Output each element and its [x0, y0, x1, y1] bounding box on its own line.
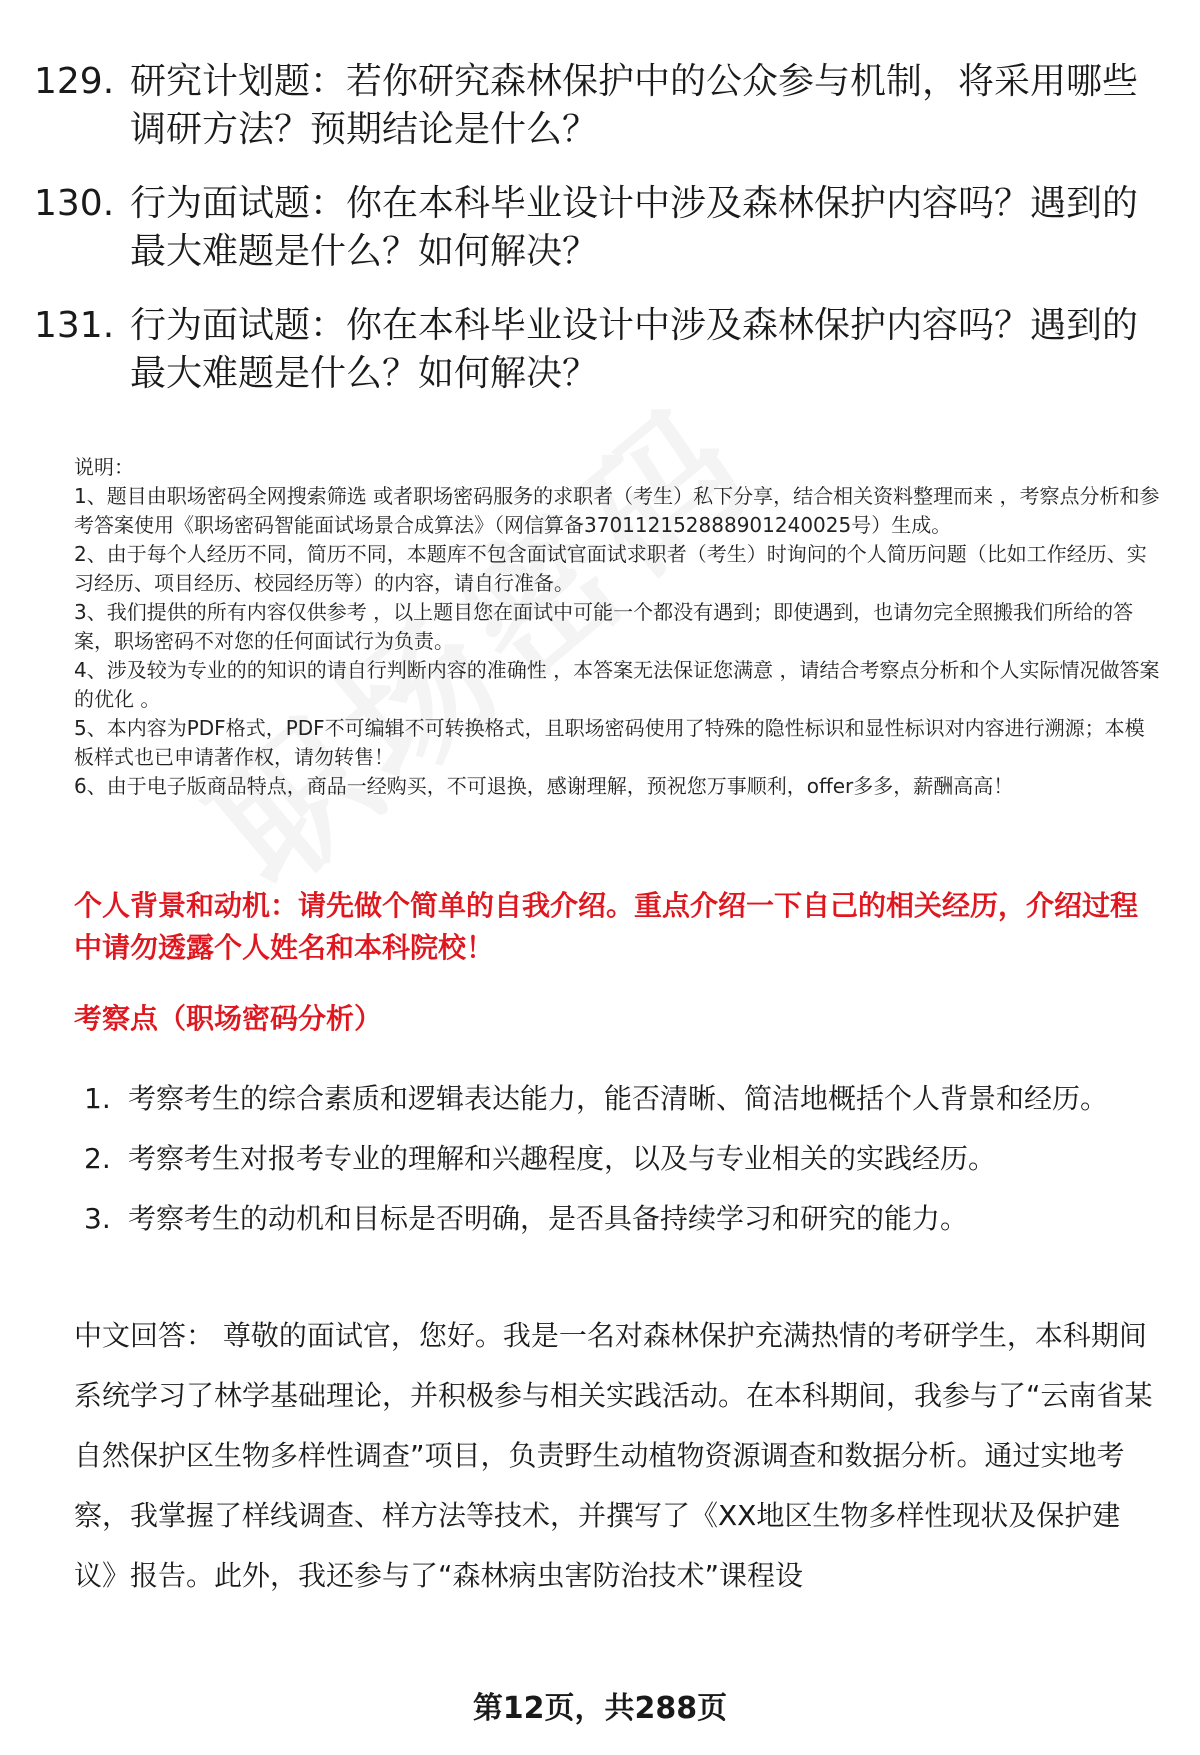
- point-number: 3.: [84, 1202, 111, 1235]
- note-item: 3、我们提供的所有内容仅供参考 ，以上题目您在面试中可能一个都没有遇到；即使遇到，也请勿完全照搬我们所给的答案，职场密码不对您的任何面试行为负责。: [74, 600, 1134, 653]
- answer-text: 中文回答： 尊敬的面试官，您好。我是一名对森林保护充满热情的考研学生，本科期间系统学习了林学基础理论，并积极参与相关实践活动。在本科期间，我参与了“云南省某自然保护区生物多样性调查”项目，负责野生动植物资源调查和数据分析。通过实地考察，我掌握了样线调查、样方法等技术，并撰写了《XX地区生物多样性现状及保护建议》报告。此外，我还参与了“森林病虫害防治技术”课程设: [74, 1319, 1153, 1592]
- question-item: [34, 58, 1154, 154]
- question-number: 129.: [34, 61, 115, 102]
- point-text: 考察考生的动机和目标是否明确，是否具备持续学习和研究的能力。: [128, 1202, 969, 1235]
- point-number: 1.: [84, 1082, 111, 1115]
- point-text: 考察考生对报考专业的理解和兴趣程度，以及与专业相关的实践经历。: [128, 1142, 997, 1175]
- notes-heading: 说明：: [74, 455, 134, 479]
- note-item: 6、由于电子版商品特点，商品一经购买，不可退换，感谢理解，预祝您万事顺利，offer多多，薪酬高高！: [74, 774, 1014, 798]
- analysis-point: [84, 1190, 1154, 1248]
- point-text: 考察考生的综合素质和逻辑表达能力，能否清晰、简洁地概括个人背景和经历。: [128, 1082, 1109, 1115]
- question-number: 131.: [34, 305, 115, 346]
- question-item: [34, 302, 1154, 398]
- question-list: [34, 58, 1154, 424]
- question-item: [34, 180, 1154, 276]
- note-item: 2、由于每个人经历不同，简历不同，本题库不包含面试官面试求职者（考生）时询问的个人简历问题（比如工作经历、实习经历、项目经历、校园经历等）的内容，请自行准备。: [74, 542, 1147, 595]
- analysis-title: 考察点（职场密码分析）: [74, 1002, 383, 1035]
- analysis-points: [84, 1070, 1154, 1250]
- note-item: 5、本内容为PDF格式，PDF不可编辑不可转换格式，且职场密码使用了特殊的隐性标识和显性标识对内容进行溯源；本模板样式也已申请著作权，请勿转售！: [74, 716, 1145, 769]
- point-number: 2.: [84, 1142, 111, 1175]
- note-item: 1、题目由职场密码全网搜索筛选 或者职场密码服务的求职者（考生）私下分享，结合相关资料整理而来 ，考察点分析和参考答案使用《职场密码智能面试场景合成算法》（网信算备370112152888901240025号）生成。: [74, 484, 1160, 537]
- question-text: 行为面试题：你在本科毕业设计中涉及森林保护内容吗？遇到的最大难题是什么？如何解决？: [130, 305, 1139, 394]
- question-number: 130.: [34, 183, 115, 224]
- note-item: 4、涉及较为专业的的知识的请自行判断内容的准确性 ，本答案无法保证您满意 ，请结合考察点分析和个人实际情况做答案的优化 。: [74, 658, 1160, 711]
- question-text: 研究计划题：若你研究森林保护中的公众参与机制，将采用哪些调研方法？预期结论是什么？: [130, 61, 1139, 150]
- page-footer: 第12页，共288页: [472, 1691, 728, 1726]
- disclaimer-notes: [74, 453, 1164, 801]
- analysis-point: [84, 1070, 1154, 1128]
- analysis-point: [84, 1130, 1154, 1188]
- question-text: 行为面试题：你在本科毕业设计中涉及森林保护内容吗？遇到的最大难题是什么？如何解决？: [130, 183, 1139, 272]
- section-title: 个人背景和动机：请先做个简单的自我介绍。重点介绍一下自己的相关经历，介绍过程中请勿透露个人姓名和本科院校！: [74, 889, 1139, 964]
